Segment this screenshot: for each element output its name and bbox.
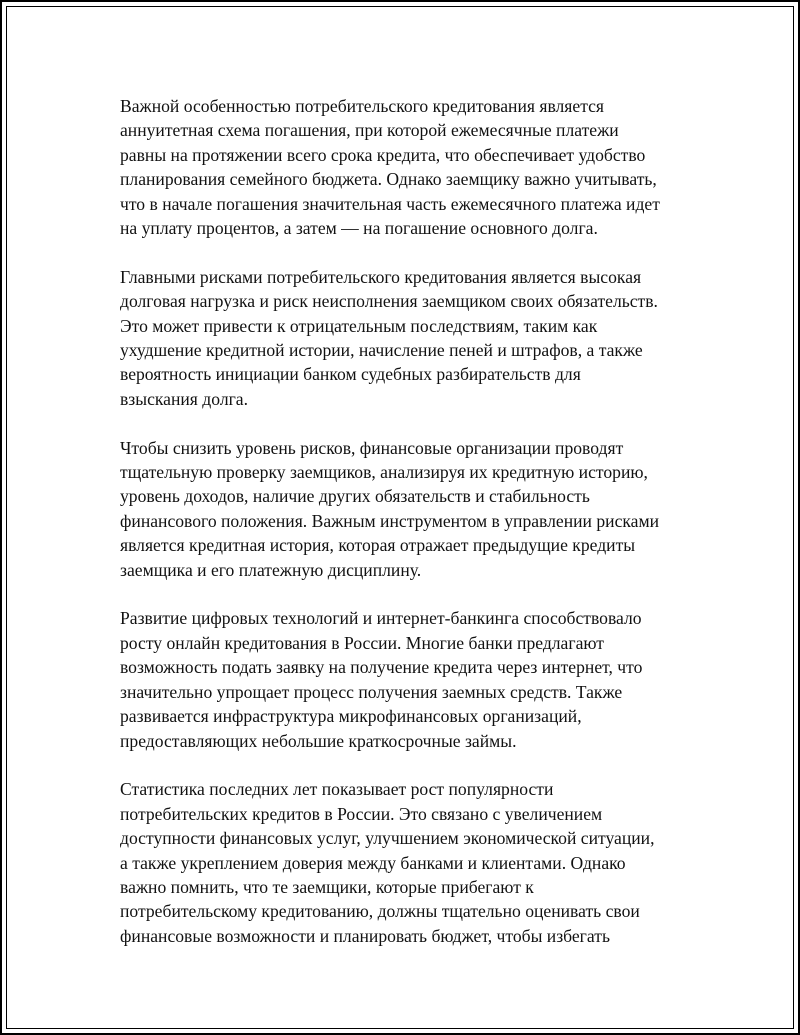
text-line: аннуитетная схема погашения, при которой ежемесячные платежи <box>120 120 619 141</box>
text-line: Статистика последних лет показывает рост популярности <box>120 779 554 800</box>
text-line: что в начале погашения значительная часть ежемесячного платежа идет <box>120 193 660 214</box>
text-line: значительно упрощает процесс получения заемных средств. Также <box>120 681 623 702</box>
document-body <box>120 94 700 973</box>
text-line: доступности финансовых услуг, улучшением экономической ситуации, <box>120 828 655 849</box>
text-line: развивается инфраструктура микрофинансовых организаций, <box>120 706 582 727</box>
text-line: финансового положения. Важным инструментом в управлении рисками <box>120 510 660 531</box>
text-line: вероятность инициации банком судебных разбирательств для <box>120 364 581 385</box>
text-line: важно помнить, что те заемщики, которые прибегают к <box>120 876 534 897</box>
text-line: тщательную проверку заемщиков, анализируя их кредитную историю, <box>120 462 648 483</box>
text-line: потребительских кредитов в России. Это связано с увеличением <box>120 803 603 824</box>
text-line: возможность подать заявку на получение кредита через интернет, что <box>120 657 643 678</box>
text-line: Главными рисками потребительского кредитования является высокая <box>120 266 642 287</box>
text-line: росту онлайн кредитования в России. Многие банки предлагают <box>120 632 604 653</box>
text-line: равны на протяжении всего срока кредита, что обеспечивает удобство <box>120 144 646 165</box>
text-line: является кредитная история, которая отражает предыдущие кредиты <box>120 535 636 556</box>
text-line: Важной особенностью потребительского кредитования является <box>120 96 605 116</box>
paragraph-annuity <box>120 94 700 240</box>
paragraph-risk-reduction <box>120 436 700 582</box>
text-line: планирования семейного бюджета. Однако заемщику важно учитывать, <box>120 169 657 190</box>
text-line: предоставляющих небольшие краткосрочные займы. <box>120 730 517 751</box>
paragraph-statistics <box>120 777 700 948</box>
text-line: уровень доходов, наличие других обязательств и стабильность <box>120 486 590 507</box>
text-line: взыскания долга. <box>120 388 249 409</box>
text-line: Чтобы снизить уровень рисков, финансовые организации проводят <box>120 437 624 458</box>
text-line: Развитие цифровых технологий и интернет-банкинга способствовало <box>120 608 642 629</box>
text-line: потребительскому кредитованию, должны тщательно оценивать свои <box>120 901 640 922</box>
paragraph-risks <box>120 265 700 411</box>
paragraph-digital <box>120 606 700 752</box>
text-line: долговая нагрузка и риск неисполнения заемщиком своих обязательств. <box>120 291 658 312</box>
text-line: Это может привести к отрицательным последствиям, таким как <box>120 315 598 336</box>
text-line: заемщика и его платежную дисциплину. <box>120 559 422 580</box>
text-line: на уплату процентов, а затем — на погашение основного долга. <box>120 218 598 239</box>
text-line: ухудшение кредитной истории, начисление пеней и штрафов, а также <box>120 340 643 361</box>
text-line: финансовые возможности и планировать бюджет, чтобы избегать <box>120 925 610 946</box>
text-line: а также укреплением доверия между банками и клиентами. Однако <box>120 852 626 873</box>
